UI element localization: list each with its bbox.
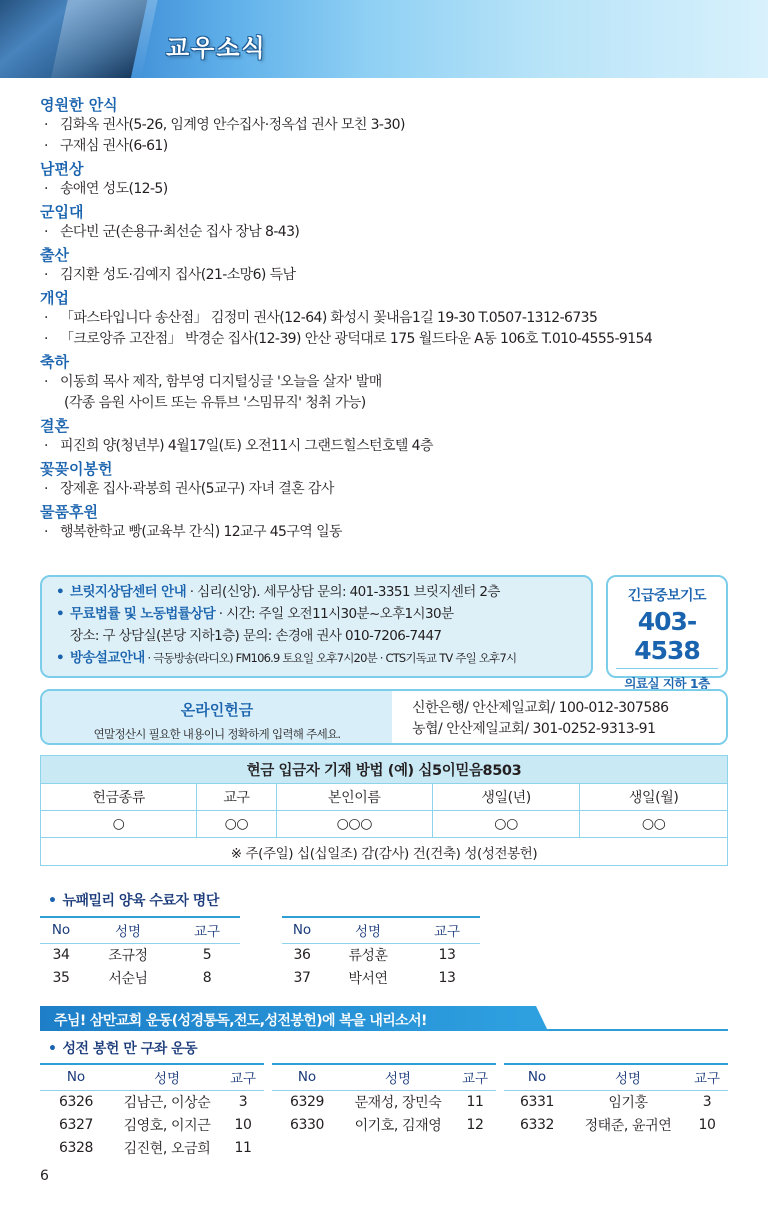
table-row: 6331 임기홍 3 bbox=[519, 1093, 712, 1111]
page-number: 6 bbox=[40, 1168, 49, 1184]
list-item: · 「파스타입니다 송산점」 김정미 권사(12-64) 화성시 꽃내음1길 19-30 T.0507-1312-6735 bbox=[44, 310, 598, 326]
info-line-bridge: • 브릿지상담센터 안내 · 심리(신앙). 세무상담 문의: 401-3351 브릿지센터 2층 bbox=[56, 584, 500, 600]
table-header: 헌금종류 bbox=[41, 784, 197, 811]
bank-account-nonghyup: 농협/ 안산제일교회/ 301-0252-9313-91 bbox=[412, 721, 656, 737]
list-item: · 「크로앙쥬 고잔점」 박경순 집사(12-39) 안산 광덕대로 175 월드타운 A동 106호 T.010-4555-9154 bbox=[44, 331, 653, 347]
online-offering-subtitle: 연말정산시 필요한 내용이니 정확하게 입력해 주세요. bbox=[93, 727, 341, 741]
table-row: 36 류성훈 13 bbox=[293, 946, 456, 964]
table-row: 6329 문재성, 장민숙 11 bbox=[289, 1093, 484, 1111]
list-item: · 김화옥 권사(5-26, 임계영 안수집사·정옥섭 권사 모친 3-30) bbox=[44, 117, 405, 133]
list-item: · 이동희 목사 제작, 함부영 디지털싱글 '오늘을 살자' 발매 bbox=[44, 374, 382, 390]
table-cell: ○○ bbox=[432, 811, 579, 838]
table-header: 교구 bbox=[197, 784, 277, 811]
cash-table-note: ※ 주(주일) 십(십일조) 감(감사) 건(건축) 성(성전봉헌) bbox=[41, 838, 728, 866]
category-heading: 물품후원 bbox=[40, 503, 98, 521]
prayer-banner-text: 주님! 삼만교회 운동(성경통독,전도,성전봉헌)에 복을 내리소서! bbox=[40, 1006, 536, 1031]
category-heading: 출산 bbox=[40, 246, 69, 264]
list-item-continuation: (각종 음원 사이트 또는 유튜브 '스밈뮤직' 청취 가능) bbox=[64, 395, 366, 411]
table-row: 6328 김진현, 오금희 11 bbox=[58, 1139, 252, 1157]
table-cell: ○ bbox=[41, 811, 197, 838]
emergency-phone: 403-4538 bbox=[634, 607, 700, 665]
emergency-title: 긴급중보기도 bbox=[627, 588, 707, 604]
emergency-prayer-box bbox=[606, 575, 728, 691]
cash-deposit-table bbox=[40, 755, 728, 866]
category-heading: 개업 bbox=[40, 289, 69, 307]
newfamily-table-right: No 성명 교구 36 류성훈 13 37 박서연 13 bbox=[282, 916, 480, 989]
info-line-legal-place: 장소: 구 상담실(본당 지하1층) 문의: 손경애 권사 010-7206-7447 bbox=[70, 628, 442, 644]
donation-table-2: No 성명 교구 6329 문재성, 장민숙 11 6330 이기호, 김재영 12 bbox=[272, 1063, 496, 1136]
category-heading: 결혼 bbox=[40, 417, 69, 435]
info-box bbox=[40, 575, 593, 678]
header-banner bbox=[0, 0, 768, 78]
info-line-legal: • 무료법률 및 노동법률상담 · 시간: 주일 오전11시30분~오후1시30분 bbox=[56, 606, 454, 622]
online-offering-box bbox=[40, 689, 728, 745]
table-row: 6326 김남근, 이상순 3 bbox=[58, 1093, 248, 1111]
info-line-broadcast: • 방송설교안내 · 극동방송(라디오) FM106.9 토요일 오후7시20분 · CTS기독교 TV 주일 오후7시 bbox=[56, 650, 517, 666]
list-item: · 손다빈 군(손용규·최선순 집사 장남 8-43) bbox=[44, 224, 300, 240]
list-item: · 송애연 성도(12-5) bbox=[44, 181, 168, 197]
table-header: 본인이름 bbox=[276, 784, 432, 811]
donation-table-3: No 성명 교구 6331 임기홍 3 6332 정태준, 윤귀연 10 bbox=[504, 1063, 728, 1136]
list-item: · 장제훈 집사·곽봉희 권사(5교구) 자녀 결혼 감사 bbox=[44, 481, 334, 497]
cash-table-title: 현금 입금자 기재 방법 (예) 십5이믿음8503 bbox=[41, 756, 728, 784]
category-heading: 꽃꽂이봉헌 bbox=[40, 460, 113, 478]
list-item: · 구재심 권사(6-61) bbox=[44, 138, 168, 154]
table-cell: ○○ bbox=[580, 811, 728, 838]
list-item: · 피진희 양(청년부) 4월17일(토) 오전11시 그랜드힐스턴호텔 4층 bbox=[44, 438, 433, 454]
category-heading: 축하 bbox=[40, 353, 69, 371]
table-header: 생일(월) bbox=[580, 784, 728, 811]
table-row: 35 서순님 8 bbox=[52, 969, 212, 987]
table-row: 37 박서연 13 bbox=[293, 969, 456, 987]
prayer-banner bbox=[40, 1006, 728, 1031]
newfamily-table-left: No 성명 교구 34 조규정 5 35 서순님 8 bbox=[40, 916, 240, 989]
bank-account-shinhan: 신한은행/ 안산제일교회/ 100-012-307586 bbox=[412, 700, 669, 716]
table-row: 6332 정태준, 윤귀연 10 bbox=[519, 1116, 716, 1134]
news-list bbox=[40, 96, 740, 543]
list-item: · 김지환 성도·김예지 집사(21-소망6) 득남 bbox=[44, 267, 296, 283]
list-item: · 행복한학교 빵(교육부 간식) 12교구 45구역 일동 bbox=[44, 524, 342, 540]
online-offering-title: 온라인헌금 bbox=[180, 701, 254, 719]
category-heading: 영원한 안식 bbox=[40, 96, 118, 114]
table-row: 6327 김영호, 이지근 10 bbox=[58, 1116, 252, 1134]
table-cell: ○○○ bbox=[276, 811, 432, 838]
category-heading: 남편상 bbox=[40, 160, 84, 178]
page-title: 교우소식 bbox=[166, 34, 267, 62]
table-header: 생일(년) bbox=[432, 784, 579, 811]
category-heading: 군입대 bbox=[40, 203, 84, 221]
emergency-location: 의료실 지하 1층 bbox=[624, 676, 710, 691]
donation-heading: • 성전 봉헌 만 구좌 운동 bbox=[48, 1041, 198, 1057]
table-row: 34 조규정 5 bbox=[52, 946, 212, 964]
table-cell: ○○ bbox=[197, 811, 277, 838]
table-row: 6330 이기호, 김재영 12 bbox=[289, 1116, 484, 1134]
donation-table-1: No 성명 교구 6326 김남근, 이상순 3 6327 김영호, 이지근 10 6328 김진현, 오금희 11 bbox=[40, 1063, 264, 1159]
newfamily-heading: • 뉴패밀리 양육 수료자 명단 bbox=[48, 893, 219, 909]
